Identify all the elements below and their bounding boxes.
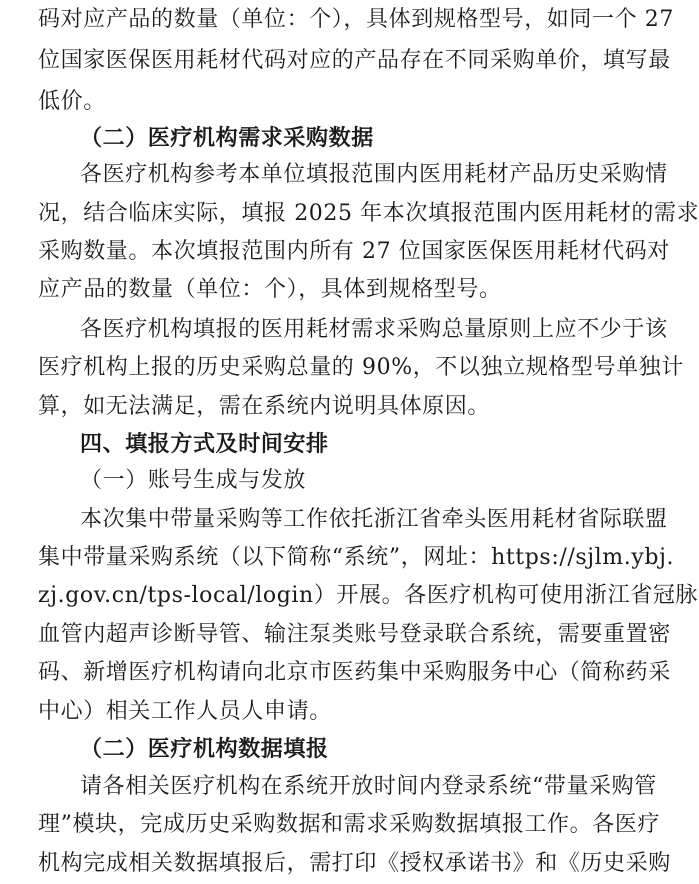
section-subheading-account: （一）账号生成与发放 (80, 468, 307, 493)
paragraph-line-10: 医疗机构上报的历史采购总量的 90%，不以独立规格型号单独计 (38, 355, 684, 380)
paragraph-line-9: 各医疗机构填报的医用耗材需求采购总量原则上应不少于该 (80, 317, 668, 342)
paragraph-line-23: 机构完成相关数据填报后，需打印《授权承诺书》和《历史采购 (38, 851, 671, 876)
paragraph-line-22: 理”模块，完成历史采购数据和需求采购数据填报工作。各医疗 (38, 812, 661, 837)
section-heading-4: 四、填报方式及时间安排 (80, 431, 329, 457)
paragraph-line-11: 算，如无法满足，需在系统内说明具体原因。 (38, 394, 491, 419)
paragraph-line-7: 采购数量。本次填报范围内所有 27 位国家医保医用耗材代码对 (38, 239, 670, 264)
paragraph-line-6: 况，结合临床实际，填报 2025 年本次填报范围内医用耗材的需求 (38, 201, 699, 226)
paragraph-line-18: 码、新增医疗机构请向北京市医药集中采购服务中心（简称药采 (38, 660, 671, 685)
paragraph-line-8: 应产品的数量（单位：个），具体到规格型号。 (38, 277, 502, 302)
paragraph-line-21: 请各相关医疗机构在系统开放时间内登录系统“带量采购管 (80, 774, 657, 799)
paragraph-line-5: 各医疗机构参考本单位填报范围内医用耗材产品历史采购情 (80, 162, 668, 187)
paragraph-line-15: 集中带量采购系统（以下简称“系统”，网址：https://sjlm.ybj. (38, 545, 675, 570)
paragraph-line-19: 中心）相关工作人员人申请。 (38, 699, 332, 724)
paragraph-line-17: 血管内超声诊断导管、输注泵类账号登录联合系统，需要重置密 (38, 622, 671, 647)
section-subheading-data-filling: （二）医疗机构数据填报 (80, 736, 329, 762)
paragraph-line-14: 本次集中带量采购等工作依托浙江省牵头医用耗材省际联盟 (80, 507, 668, 532)
paragraph-line-2: 位国家医保医用耗材代码对应的产品存在不同采购单价，填写最 (38, 48, 671, 73)
paragraph-line-1: 码对应产品的数量（单位：个），具体到规格型号，如同一个 27 (38, 7, 674, 32)
paragraph-line-16: zj.gov.cn/tps-local/login）开展。各医疗机构可使用浙江省冠脉 (38, 583, 699, 608)
section-subheading-demand-data: （二）医疗机构需求采购数据 (80, 125, 374, 151)
paragraph-line-3: 低价。 (38, 89, 106, 114)
